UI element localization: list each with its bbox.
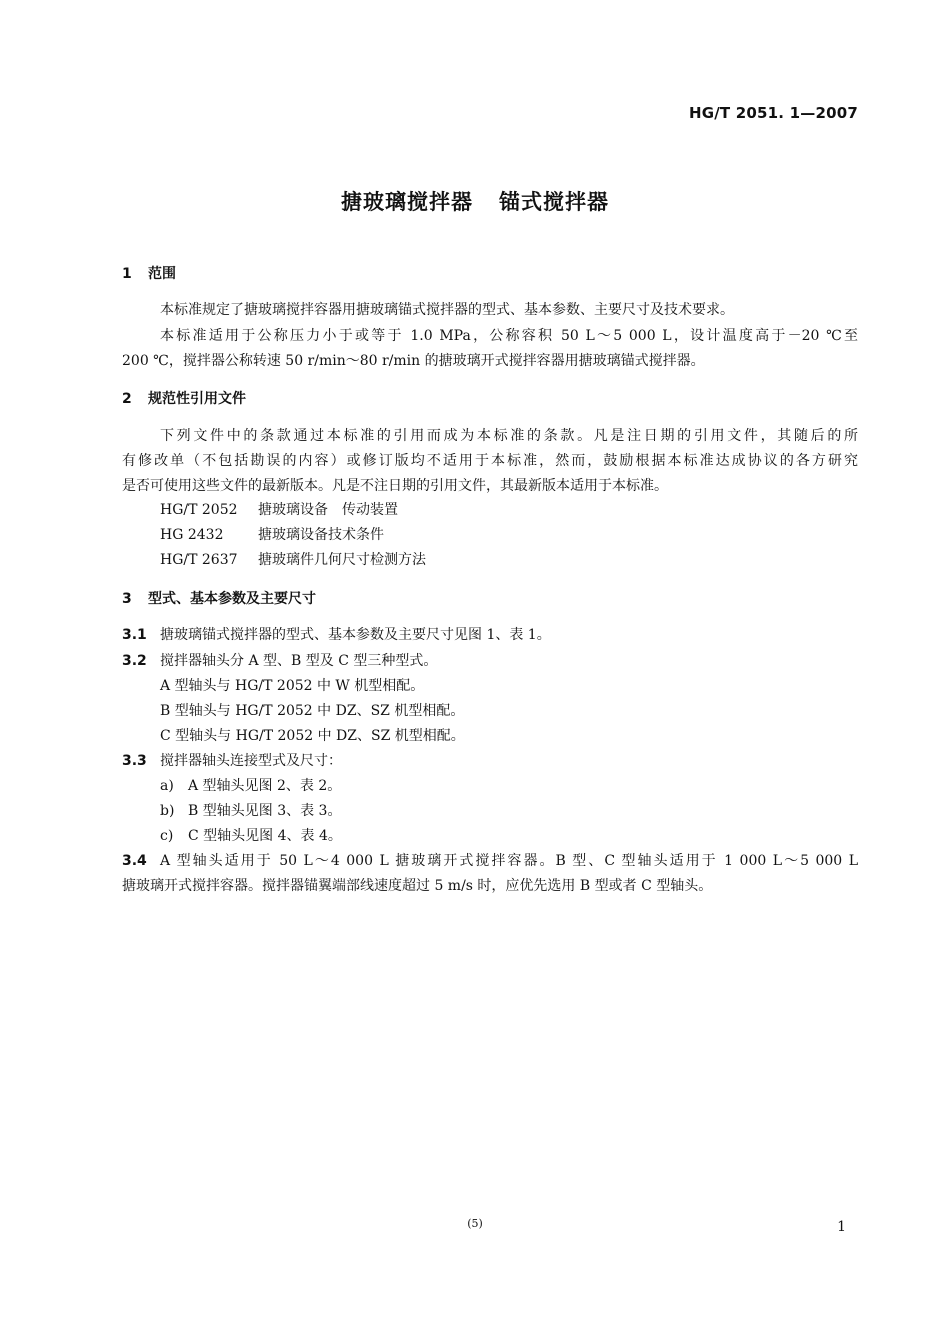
clause-3-4-line-2: 搪玻璃开式搅拌容器。搅拌器锚翼端部线速度超过 5 m/s 时，应优先选用 B 型或者 C 型轴头。	[122, 878, 713, 894]
clause-number: 3.4	[122, 853, 147, 869]
clause-3-2-c: C 型轴头与 HG/T 2052 中 DZ、SZ 机型相配。	[160, 728, 465, 744]
list-item	[160, 801, 341, 821]
clause-3-2-b: B 型轴头与 HG/T 2052 中 DZ、SZ 机型相配。	[160, 703, 465, 719]
section-1-paragraph-2-line-2: 200 ℃，搅拌器公称转速 50 r/min～80 r/min 的搪玻璃开式搅拌容器用搪玻璃锚式搅拌器。	[122, 353, 705, 369]
section-number: 1	[122, 266, 132, 282]
title-part-2: 锚式搅拌器	[499, 190, 609, 214]
clause-text: 搪玻璃锚式搅拌器的型式、基本参数及主要尺寸见图 1、表 1。	[160, 627, 551, 643]
list-item	[160, 826, 342, 846]
section-title: 范围	[148, 266, 176, 282]
clause-text: 搅拌器轴头分 A 型、B 型及 C 型三种型式。	[160, 653, 438, 669]
reference-code: HG/T 2637	[160, 552, 238, 568]
reference-item	[160, 525, 384, 545]
clause-3-2-a: A 型轴头与 HG/T 2052 中 W 机型相配。	[160, 678, 425, 694]
section-3-heading	[122, 588, 316, 608]
reference-title: 搪玻璃设备 传动装置	[258, 502, 398, 518]
list-text: B 型轴头见图 3、表 3。	[188, 803, 342, 819]
section-2-paragraph-line-2: 有修改单（不包括勘误的内容）或修订版均不适用于本标准，然而，鼓励根据本标准达成协议的各方研究	[122, 453, 858, 469]
reference-code: HG/T 2052	[160, 502, 238, 518]
clause-3-3	[122, 751, 342, 771]
clause-number: 3.2	[122, 653, 147, 669]
title-part-1: 搪玻璃搅拌器	[341, 190, 473, 214]
reference-code: HG 2432	[160, 527, 224, 543]
list-label: b)	[160, 803, 175, 819]
clause-3-2	[122, 651, 437, 671]
reference-item	[160, 500, 398, 520]
section-2-paragraph-line-3: 是否可使用这些文件的最新版本。凡是不注日期的引用文件，其最新版本适用于本标准。	[122, 478, 668, 494]
clause-3-1	[122, 625, 551, 645]
section-2-paragraph-line-1: 下列文件中的条款通过本标准的引用而成为本标准的条款。凡是注日期的引用文件，其随后的所	[160, 428, 858, 444]
clause-text: A 型轴头适用于 50 L～4 000 L 搪玻璃开式搅拌容器。B 型、C 型轴头适用于 1 000 L～5 000 L	[160, 853, 858, 869]
page-marker: (5)	[467, 1217, 483, 1230]
clause-number: 3.3	[122, 753, 147, 769]
page-number: 1	[837, 1219, 846, 1235]
list-text: A 型轴头见图 2、表 2。	[188, 778, 342, 794]
reference-item	[160, 550, 426, 570]
section-2-heading	[122, 388, 246, 408]
section-1-heading	[122, 263, 176, 283]
clause-number: 3.1	[122, 627, 147, 643]
list-text: C 型轴头见图 4、表 4。	[188, 828, 342, 844]
section-number: 3	[122, 591, 132, 607]
reference-title: 搪玻璃件几何尺寸检测方法	[258, 552, 426, 568]
section-1-paragraph-1: 本标准规定了搪玻璃搅拌容器用搪玻璃锚式搅拌器的型式、基本参数、主要尺寸及技术要求。	[160, 302, 734, 318]
list-label: a)	[160, 778, 174, 794]
reference-title: 搪玻璃设备技术条件	[258, 527, 384, 543]
list-item	[160, 776, 341, 796]
section-title: 规范性引用文件	[148, 391, 246, 407]
clause-text: 搅拌器轴头连接型式及尺寸：	[160, 753, 342, 769]
document-title	[0, 186, 950, 216]
section-title: 型式、基本参数及主要尺寸	[148, 591, 316, 607]
list-label: c)	[160, 828, 174, 844]
clause-3-4-line-1	[122, 851, 858, 871]
section-1-paragraph-2-line-1: 本标准适用于公称压力小于或等于 1.0 MPa，公称容积 50 L～5 000 L，设计温度高于－20 ℃至	[160, 328, 858, 344]
section-number: 2	[122, 391, 132, 407]
standard-code: HG/T 2051. 1—2007	[688, 104, 858, 122]
